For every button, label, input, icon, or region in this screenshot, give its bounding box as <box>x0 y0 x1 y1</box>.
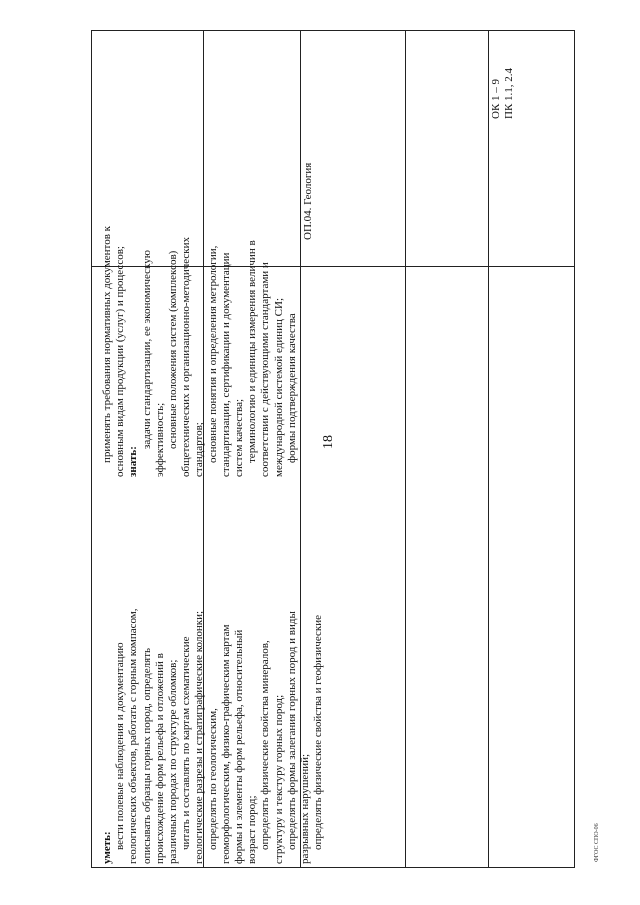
competencies-cell <box>490 68 516 119</box>
skills-cell-lower <box>101 609 325 865</box>
text-line: вести полевые наблюдения и документацию <box>114 642 127 850</box>
text-line: международной системой единиц СИ; <box>272 297 285 477</box>
text-line: происхождение форм рельефа и отложений в <box>153 653 166 864</box>
text-line: разрывных нарушений; <box>299 753 312 864</box>
text-line: различных породах по структуре обломков; <box>167 659 180 864</box>
text-line: задачи стандартизации, ее экономическую <box>140 250 153 449</box>
text-line: соответствии с действующими стандартами и <box>259 262 272 477</box>
text-line: эффективность; <box>153 402 166 477</box>
page-number: 18 <box>321 435 336 449</box>
text-line: основные понятия и определения метрологии, <box>206 245 219 463</box>
text-line: применять требования нормативных документов к <box>101 225 113 463</box>
table-col-divider <box>488 31 489 867</box>
text-line: определять формы залегания горных пород и виды <box>285 611 298 850</box>
knowledge-cell-upper <box>101 226 299 477</box>
text-line: знать: <box>127 446 140 477</box>
competency-pk: ПК 1.1, 2.4 <box>503 67 516 119</box>
text-line: структуру и текстуру горных пород; <box>272 694 285 864</box>
text-line: геологические разрезы и стратиграфические колонки; <box>193 610 206 864</box>
discipline-label: ОП.04. Геология <box>302 162 314 240</box>
table-col-divider <box>405 31 406 867</box>
text-line: систем качества; <box>233 398 246 477</box>
text-line: основные положения систем (комплексов) <box>167 250 180 449</box>
text-line: общетехнических и организационно-методических <box>180 236 193 477</box>
text-line: геологических объектов, работать с горным компасом, <box>127 608 140 864</box>
text-line: описывать образцы горных пород, определять <box>140 647 153 864</box>
text-line: определять физические свойства минералов, <box>259 640 272 850</box>
text-line: формы подтверждения качества <box>285 313 298 463</box>
text-line: геоморфологическим, физико-графическим картам <box>219 624 232 864</box>
text-line: определять по геологическим, <box>206 708 219 850</box>
text-line: формы и элементы форм рельефа, относительный <box>233 629 246 864</box>
text-line: возраст пород; <box>246 795 259 864</box>
competency-ok: ОК 1 – 9 <box>490 78 502 119</box>
text-line: читать и составлять по картам схематические <box>180 636 193 850</box>
text-line: терминологию и единицы измерения величин в <box>246 240 259 463</box>
text-line: определять физические свойства и геофизические <box>312 615 325 850</box>
text-line: стандартов; <box>193 422 206 477</box>
text-line: стандартизации, сертификации и документации <box>219 252 232 477</box>
footer-code: ФГОС СПО-06 <box>594 823 600 862</box>
text-line: основным видам продукции (услуг) и процессов; <box>114 246 127 477</box>
discipline-cell <box>302 163 315 240</box>
text-line: уметь: <box>101 831 113 864</box>
